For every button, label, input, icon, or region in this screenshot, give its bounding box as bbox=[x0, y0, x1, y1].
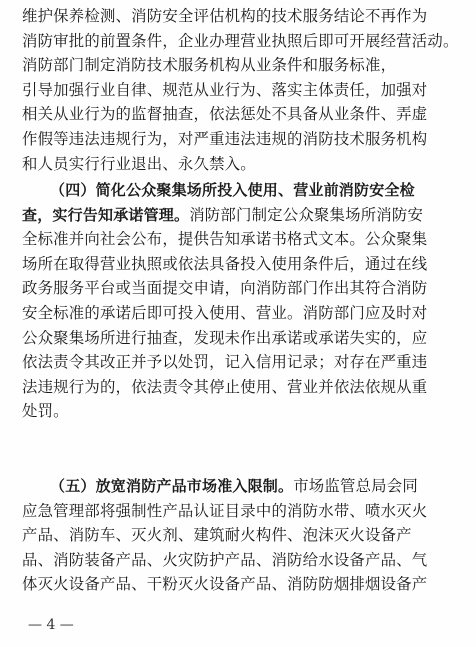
section-5-heading-line bbox=[22, 474, 462, 499]
text-line: 公众聚集场所进行抽查，发现未作出承诺或承诺失实的，应 bbox=[22, 328, 428, 347]
text-line: 法违规行为的，依法责令其停止使用、营业并依法依规从重 bbox=[22, 377, 428, 396]
text-line bbox=[22, 203, 462, 228]
paragraph-1 bbox=[22, 4, 462, 176]
text-fragment: 市场监管总局会同 bbox=[293, 477, 418, 495]
text-line: 消防审批的前置条件，企业办理营业执照后即可开展经营活动。 bbox=[22, 31, 459, 50]
text-line: 政务服务平台或当面提交申请，向消防部门作出其符合消防 bbox=[22, 279, 428, 298]
text-line: 品、消防装备产品、火灾防护产品、消防给水设备产品、气 bbox=[22, 550, 428, 569]
text-line: 引导加强行业自律、规范从业行为、落实主体责任，加强对 bbox=[22, 80, 428, 99]
section-5-heading: （五）放宽消防产品市场准入限制。 bbox=[50, 477, 294, 495]
text-line: 全标准并向社会公布，提供告知承诺书格式文本。公众聚集 bbox=[22, 230, 428, 249]
text-line: 安全标准的承诺后即可投入使用、营业。消防部门应及时对 bbox=[22, 303, 428, 322]
section-4-heading-line bbox=[22, 178, 462, 203]
text-line: 产品、消防车、灭火剂、建筑耐火构件、泡沫灭火设备产 bbox=[22, 526, 412, 545]
text-line: 相关从业行为的监督抽查，依法惩处不具备从业条件、弄虚 bbox=[22, 105, 428, 124]
text-line: 和人员实行行业退出、永久禁入。 bbox=[22, 154, 256, 173]
text-line: 处罚。 bbox=[22, 402, 69, 421]
paragraph-2 bbox=[22, 178, 462, 424]
text-line: 作假等违法违规行为，对严重违法违规的消防技术服务机构 bbox=[22, 129, 428, 148]
text-line: 消防部门制定消防技术服务机构从业条件和服务标准， bbox=[22, 56, 397, 75]
section-4-heading-cont: 查，实行告知承诺管理。 bbox=[22, 205, 190, 224]
text-line: 依法责令其改正并予以处罚，记入信用记录；对存在严重违 bbox=[22, 353, 428, 372]
text-fragment: 消防部门制定公众聚集场所消防安 bbox=[189, 205, 424, 224]
page-number: — 4 — bbox=[28, 617, 74, 633]
text-line: 应急管理部将强制性产品认证目录中的消防水带、喷水灭火 bbox=[22, 501, 428, 520]
paragraph-3 bbox=[22, 474, 462, 597]
text-line: 体灭火设备产品、干粉灭火设备产品、消防防烟排烟设备产 bbox=[22, 575, 428, 594]
text-line: 场所在取得营业执照或依法具备投入使用条件后，通过在线 bbox=[22, 254, 428, 273]
section-4-heading: （四）简化公众聚集场所投入使用、营业前消防安全检 bbox=[50, 181, 415, 199]
text-line: 维护保养检测、消防安全评估机构的技术服务结论不再作为 bbox=[22, 7, 428, 25]
